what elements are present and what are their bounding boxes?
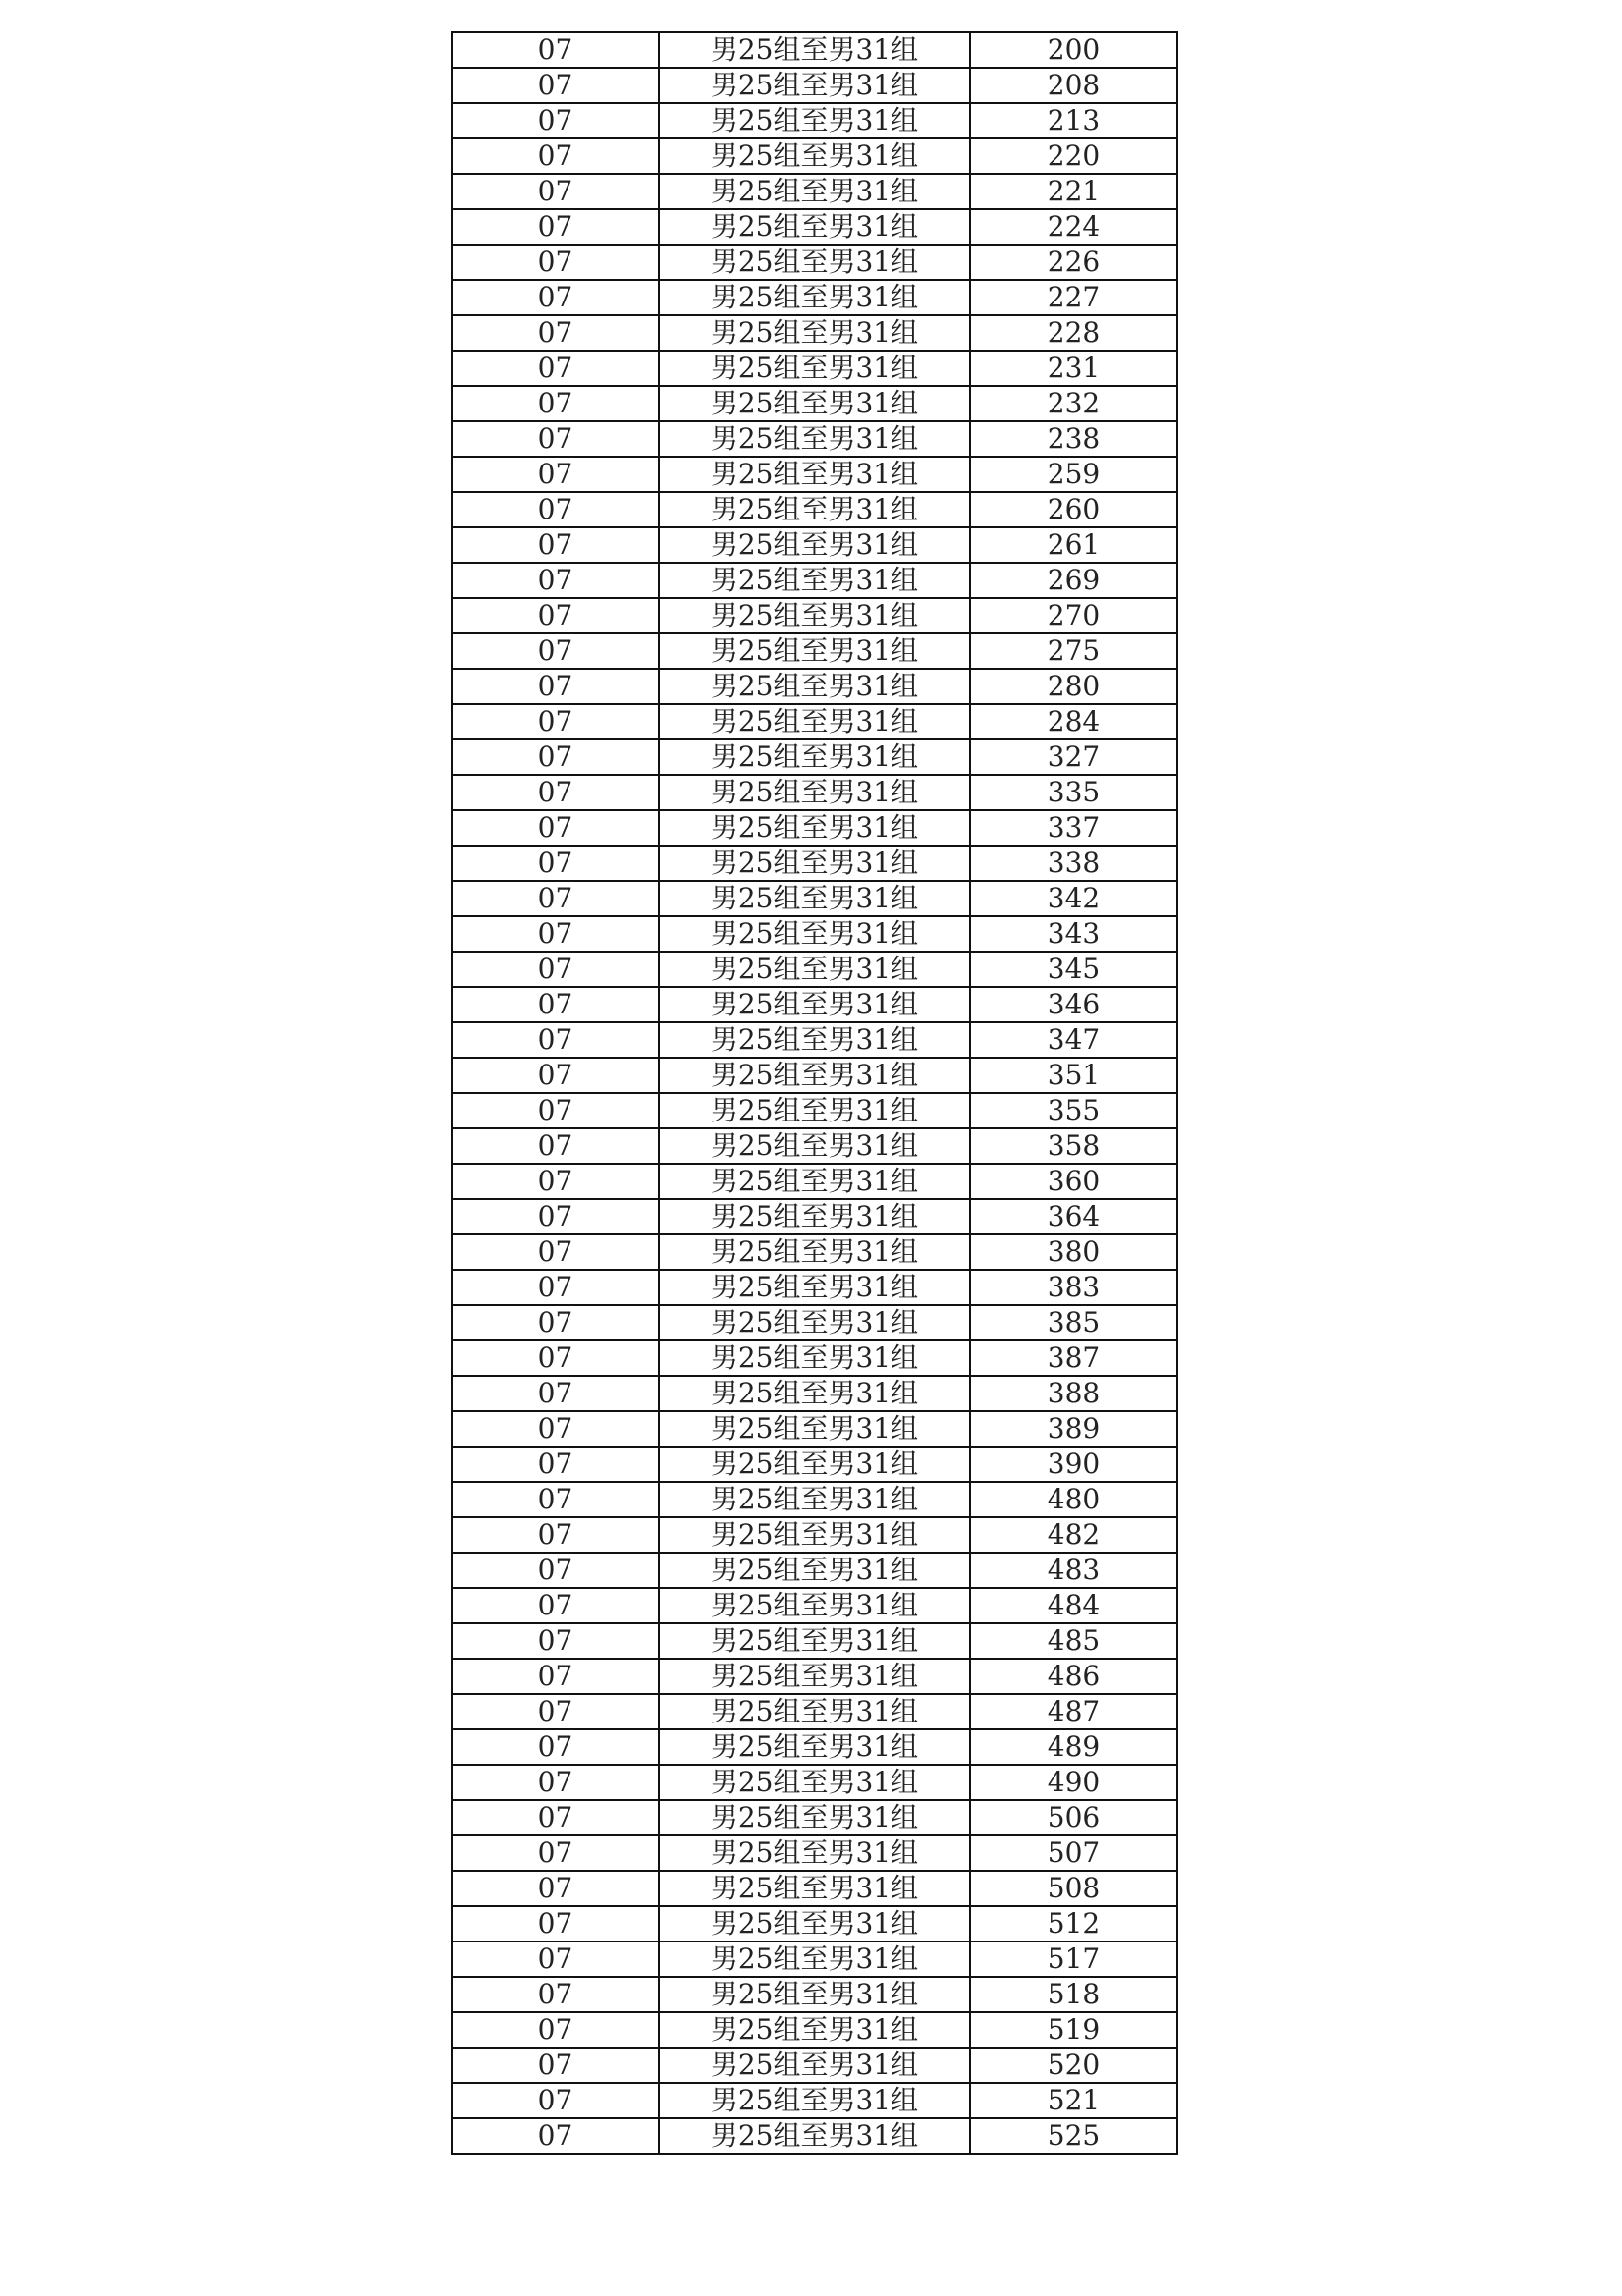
cell-number: 280	[970, 669, 1177, 704]
cell-code: 07	[452, 1659, 659, 1694]
cell-group: 男25组至男31组	[659, 1906, 970, 1941]
table-row	[452, 1871, 1177, 1906]
table-row	[452, 1694, 1177, 1729]
cell-number: 345	[970, 952, 1177, 987]
cell-number: 284	[970, 704, 1177, 739]
table-row	[452, 351, 1177, 386]
cell-number: 389	[970, 1411, 1177, 1447]
cell-number: 388	[970, 1376, 1177, 1411]
cell-code: 07	[452, 1340, 659, 1376]
cell-number: 275	[970, 633, 1177, 669]
cell-group: 男25组至男31组	[659, 987, 970, 1022]
cell-number: 232	[970, 386, 1177, 421]
cell-code: 07	[452, 1800, 659, 1835]
cell-number: 335	[970, 775, 1177, 810]
cell-number: 508	[970, 1871, 1177, 1906]
table-row	[452, 810, 1177, 846]
cell-number: 521	[970, 2083, 1177, 2118]
cell-number: 224	[970, 209, 1177, 245]
cell-number: 483	[970, 1553, 1177, 1588]
table-row	[452, 2083, 1177, 2118]
cell-number: 261	[970, 527, 1177, 563]
cell-number: 518	[970, 1977, 1177, 2012]
table-row	[452, 1128, 1177, 1164]
cell-code: 07	[452, 563, 659, 598]
cell-code: 07	[452, 1093, 659, 1128]
cell-number: 346	[970, 987, 1177, 1022]
cell-group: 男25组至男31组	[659, 810, 970, 846]
cell-number: 484	[970, 1588, 1177, 1623]
table-row	[452, 563, 1177, 598]
table-row	[452, 209, 1177, 245]
cell-group: 男25组至男31组	[659, 1270, 970, 1305]
cell-code: 07	[452, 174, 659, 209]
cell-group: 男25组至男31组	[659, 1729, 970, 1765]
cell-code: 07	[452, 598, 659, 633]
cell-code: 07	[452, 2012, 659, 2048]
cell-group: 男25组至男31组	[659, 1022, 970, 1058]
cell-code: 07	[452, 1694, 659, 1729]
cell-group: 男25组至男31组	[659, 881, 970, 916]
cell-number: 525	[970, 2118, 1177, 2154]
cell-code: 07	[452, 457, 659, 492]
table-row	[452, 1164, 1177, 1199]
table-row	[452, 1022, 1177, 1058]
cell-code: 07	[452, 1906, 659, 1941]
table-row	[452, 739, 1177, 775]
cell-number: 260	[970, 492, 1177, 527]
cell-number: 342	[970, 881, 1177, 916]
cell-number: 383	[970, 1270, 1177, 1305]
table-row	[452, 1376, 1177, 1411]
table-row	[452, 32, 1177, 68]
cell-group: 男25组至男31组	[659, 1058, 970, 1093]
table-row	[452, 68, 1177, 103]
table-row	[452, 1623, 1177, 1659]
cell-number: 517	[970, 1941, 1177, 1977]
cell-number: 269	[970, 563, 1177, 598]
data-table-container	[451, 31, 1176, 2155]
cell-code: 07	[452, 1305, 659, 1340]
cell-group: 男25组至男31组	[659, 421, 970, 457]
cell-code: 07	[452, 1941, 659, 1977]
cell-group: 男25组至男31组	[659, 1128, 970, 1164]
table-row	[452, 1659, 1177, 1694]
cell-number: 490	[970, 1765, 1177, 1800]
cell-number: 519	[970, 2012, 1177, 2048]
cell-code: 07	[452, 881, 659, 916]
table-row	[452, 1411, 1177, 1447]
cell-code: 07	[452, 739, 659, 775]
cell-number: 338	[970, 846, 1177, 881]
cell-number: 227	[970, 280, 1177, 315]
cell-number: 487	[970, 1694, 1177, 1729]
table-row	[452, 1835, 1177, 1871]
table-row	[452, 527, 1177, 563]
table-row	[452, 775, 1177, 810]
cell-code: 07	[452, 1977, 659, 2012]
cell-code: 07	[452, 775, 659, 810]
cell-number: 520	[970, 2048, 1177, 2083]
cell-group: 男25组至男31组	[659, 68, 970, 103]
cell-group: 男25组至男31组	[659, 1694, 970, 1729]
cell-code: 07	[452, 103, 659, 138]
table-row	[452, 138, 1177, 174]
cell-code: 07	[452, 1022, 659, 1058]
table-row	[452, 952, 1177, 987]
table-row	[452, 2118, 1177, 2154]
cell-code: 07	[452, 1765, 659, 1800]
table-row	[452, 1305, 1177, 1340]
table-row	[452, 1517, 1177, 1553]
cell-group: 男25组至男31组	[659, 846, 970, 881]
cell-group: 男25组至男31组	[659, 739, 970, 775]
table-row	[452, 2012, 1177, 2048]
cell-code: 07	[452, 138, 659, 174]
cell-group: 男25组至男31组	[659, 1093, 970, 1128]
cell-code: 07	[452, 2048, 659, 2083]
cell-code: 07	[452, 1623, 659, 1659]
cell-code: 07	[452, 492, 659, 527]
cell-code: 07	[452, 987, 659, 1022]
cell-group: 男25组至男31组	[659, 1941, 970, 1977]
cell-number: 337	[970, 810, 1177, 846]
cell-group: 男25组至男31组	[659, 386, 970, 421]
cell-number: 228	[970, 315, 1177, 351]
table-row	[452, 2048, 1177, 2083]
cell-number: 200	[970, 32, 1177, 68]
cell-number: 213	[970, 103, 1177, 138]
cell-number: 380	[970, 1234, 1177, 1270]
cell-code: 07	[452, 2118, 659, 2154]
cell-number: 220	[970, 138, 1177, 174]
cell-group: 男25组至男31组	[659, 245, 970, 280]
cell-group: 男25组至男31组	[659, 1835, 970, 1871]
cell-number: 226	[970, 245, 1177, 280]
cell-number: 355	[970, 1093, 1177, 1128]
cell-code: 07	[452, 916, 659, 952]
cell-number: 208	[970, 68, 1177, 103]
cell-code: 07	[452, 704, 659, 739]
table-row	[452, 881, 1177, 916]
table-row	[452, 1729, 1177, 1765]
cell-code: 07	[452, 1482, 659, 1517]
table-row	[452, 669, 1177, 704]
cell-number: 506	[970, 1800, 1177, 1835]
cell-number: 507	[970, 1835, 1177, 1871]
cell-number: 360	[970, 1164, 1177, 1199]
table-row	[452, 1093, 1177, 1128]
table-body	[452, 32, 1177, 2154]
table-row	[452, 1199, 1177, 1234]
cell-group: 男25组至男31组	[659, 138, 970, 174]
cell-group: 男25组至男31组	[659, 2118, 970, 2154]
cell-number: 486	[970, 1659, 1177, 1694]
cell-group: 男25组至男31组	[659, 1305, 970, 1340]
cell-group: 男25组至男31组	[659, 1765, 970, 1800]
table-row	[452, 1765, 1177, 1800]
cell-code: 07	[452, 421, 659, 457]
cell-code: 07	[452, 68, 659, 103]
cell-group: 男25组至男31组	[659, 1800, 970, 1835]
cell-group: 男25组至男31组	[659, 174, 970, 209]
cell-group: 男25组至男31组	[659, 457, 970, 492]
cell-number: 343	[970, 916, 1177, 952]
cell-code: 07	[452, 1447, 659, 1482]
cell-code: 07	[452, 1871, 659, 1906]
data-table	[451, 31, 1178, 2155]
cell-group: 男25组至男31组	[659, 1588, 970, 1623]
cell-number: 238	[970, 421, 1177, 457]
cell-group: 男25组至男31组	[659, 351, 970, 386]
cell-code: 07	[452, 351, 659, 386]
table-row	[452, 1447, 1177, 1482]
cell-code: 07	[452, 1411, 659, 1447]
cell-group: 男25组至男31组	[659, 633, 970, 669]
table-row	[452, 386, 1177, 421]
cell-group: 男25组至男31组	[659, 209, 970, 245]
cell-code: 07	[452, 2083, 659, 2118]
cell-group: 男25组至男31组	[659, 1482, 970, 1517]
table-row	[452, 704, 1177, 739]
cell-group: 男25组至男31组	[659, 1517, 970, 1553]
cell-group: 男25组至男31组	[659, 492, 970, 527]
cell-group: 男25组至男31组	[659, 1553, 970, 1588]
cell-code: 07	[452, 245, 659, 280]
cell-group: 男25组至男31组	[659, 103, 970, 138]
cell-group: 男25组至男31组	[659, 669, 970, 704]
cell-group: 男25组至男31组	[659, 2083, 970, 2118]
table-row	[452, 280, 1177, 315]
table-row	[452, 103, 1177, 138]
table-row	[452, 1058, 1177, 1093]
cell-number: 327	[970, 739, 1177, 775]
cell-group: 男25组至男31组	[659, 775, 970, 810]
cell-group: 男25组至男31组	[659, 563, 970, 598]
cell-group: 男25组至男31组	[659, 1340, 970, 1376]
table-row	[452, 1800, 1177, 1835]
cell-number: 364	[970, 1199, 1177, 1234]
cell-group: 男25组至男31组	[659, 315, 970, 351]
cell-code: 07	[452, 1058, 659, 1093]
cell-code: 07	[452, 280, 659, 315]
cell-number: 489	[970, 1729, 1177, 1765]
cell-group: 男25组至男31组	[659, 32, 970, 68]
table-row	[452, 245, 1177, 280]
cell-group: 男25组至男31组	[659, 1164, 970, 1199]
cell-group: 男25组至男31组	[659, 2048, 970, 2083]
cell-group: 男25组至男31组	[659, 280, 970, 315]
cell-code: 07	[452, 1553, 659, 1588]
cell-code: 07	[452, 633, 659, 669]
cell-group: 男25组至男31组	[659, 598, 970, 633]
cell-code: 07	[452, 1588, 659, 1623]
cell-code: 07	[452, 386, 659, 421]
table-row	[452, 598, 1177, 633]
cell-group: 男25组至男31组	[659, 1659, 970, 1694]
table-row	[452, 1482, 1177, 1517]
table-row	[452, 174, 1177, 209]
cell-number: 387	[970, 1340, 1177, 1376]
cell-group: 男25组至男31组	[659, 1871, 970, 1906]
cell-code: 07	[452, 1517, 659, 1553]
cell-code: 07	[452, 1199, 659, 1234]
table-row	[452, 1977, 1177, 2012]
cell-code: 07	[452, 1835, 659, 1871]
cell-number: 351	[970, 1058, 1177, 1093]
table-row	[452, 1270, 1177, 1305]
table-row	[452, 421, 1177, 457]
table-row	[452, 987, 1177, 1022]
cell-code: 07	[452, 1376, 659, 1411]
table-row	[452, 1906, 1177, 1941]
cell-number: 482	[970, 1517, 1177, 1553]
table-row	[452, 457, 1177, 492]
cell-number: 390	[970, 1447, 1177, 1482]
cell-code: 07	[452, 669, 659, 704]
table-row	[452, 1553, 1177, 1588]
cell-number: 512	[970, 1906, 1177, 1941]
cell-code: 07	[452, 1234, 659, 1270]
cell-number: 347	[970, 1022, 1177, 1058]
cell-code: 07	[452, 1270, 659, 1305]
cell-number: 480	[970, 1482, 1177, 1517]
cell-code: 07	[452, 209, 659, 245]
cell-group: 男25组至男31组	[659, 1199, 970, 1234]
cell-group: 男25组至男31组	[659, 1623, 970, 1659]
cell-group: 男25组至男31组	[659, 527, 970, 563]
cell-number: 231	[970, 351, 1177, 386]
table-row	[452, 1340, 1177, 1376]
cell-code: 07	[452, 1164, 659, 1199]
cell-group: 男25组至男31组	[659, 916, 970, 952]
cell-code: 07	[452, 315, 659, 351]
cell-group: 男25组至男31组	[659, 1411, 970, 1447]
cell-number: 358	[970, 1128, 1177, 1164]
cell-number: 259	[970, 457, 1177, 492]
table-row	[452, 1234, 1177, 1270]
table-row	[452, 633, 1177, 669]
cell-number: 385	[970, 1305, 1177, 1340]
cell-group: 男25组至男31组	[659, 1234, 970, 1270]
cell-code: 07	[452, 846, 659, 881]
cell-group: 男25组至男31组	[659, 1447, 970, 1482]
table-row	[452, 916, 1177, 952]
cell-code: 07	[452, 527, 659, 563]
table-row	[452, 1941, 1177, 1977]
cell-code: 07	[452, 1128, 659, 1164]
cell-code: 07	[452, 952, 659, 987]
cell-code: 07	[452, 32, 659, 68]
cell-number: 485	[970, 1623, 1177, 1659]
table-row	[452, 846, 1177, 881]
cell-group: 男25组至男31组	[659, 704, 970, 739]
cell-number: 270	[970, 598, 1177, 633]
table-row	[452, 315, 1177, 351]
table-row	[452, 492, 1177, 527]
table-row	[452, 1588, 1177, 1623]
cell-group: 男25组至男31组	[659, 1376, 970, 1411]
cell-group: 男25组至男31组	[659, 1977, 970, 2012]
cell-group: 男25组至男31组	[659, 2012, 970, 2048]
cell-code: 07	[452, 1729, 659, 1765]
cell-code: 07	[452, 810, 659, 846]
cell-number: 221	[970, 174, 1177, 209]
cell-group: 男25组至男31组	[659, 952, 970, 987]
